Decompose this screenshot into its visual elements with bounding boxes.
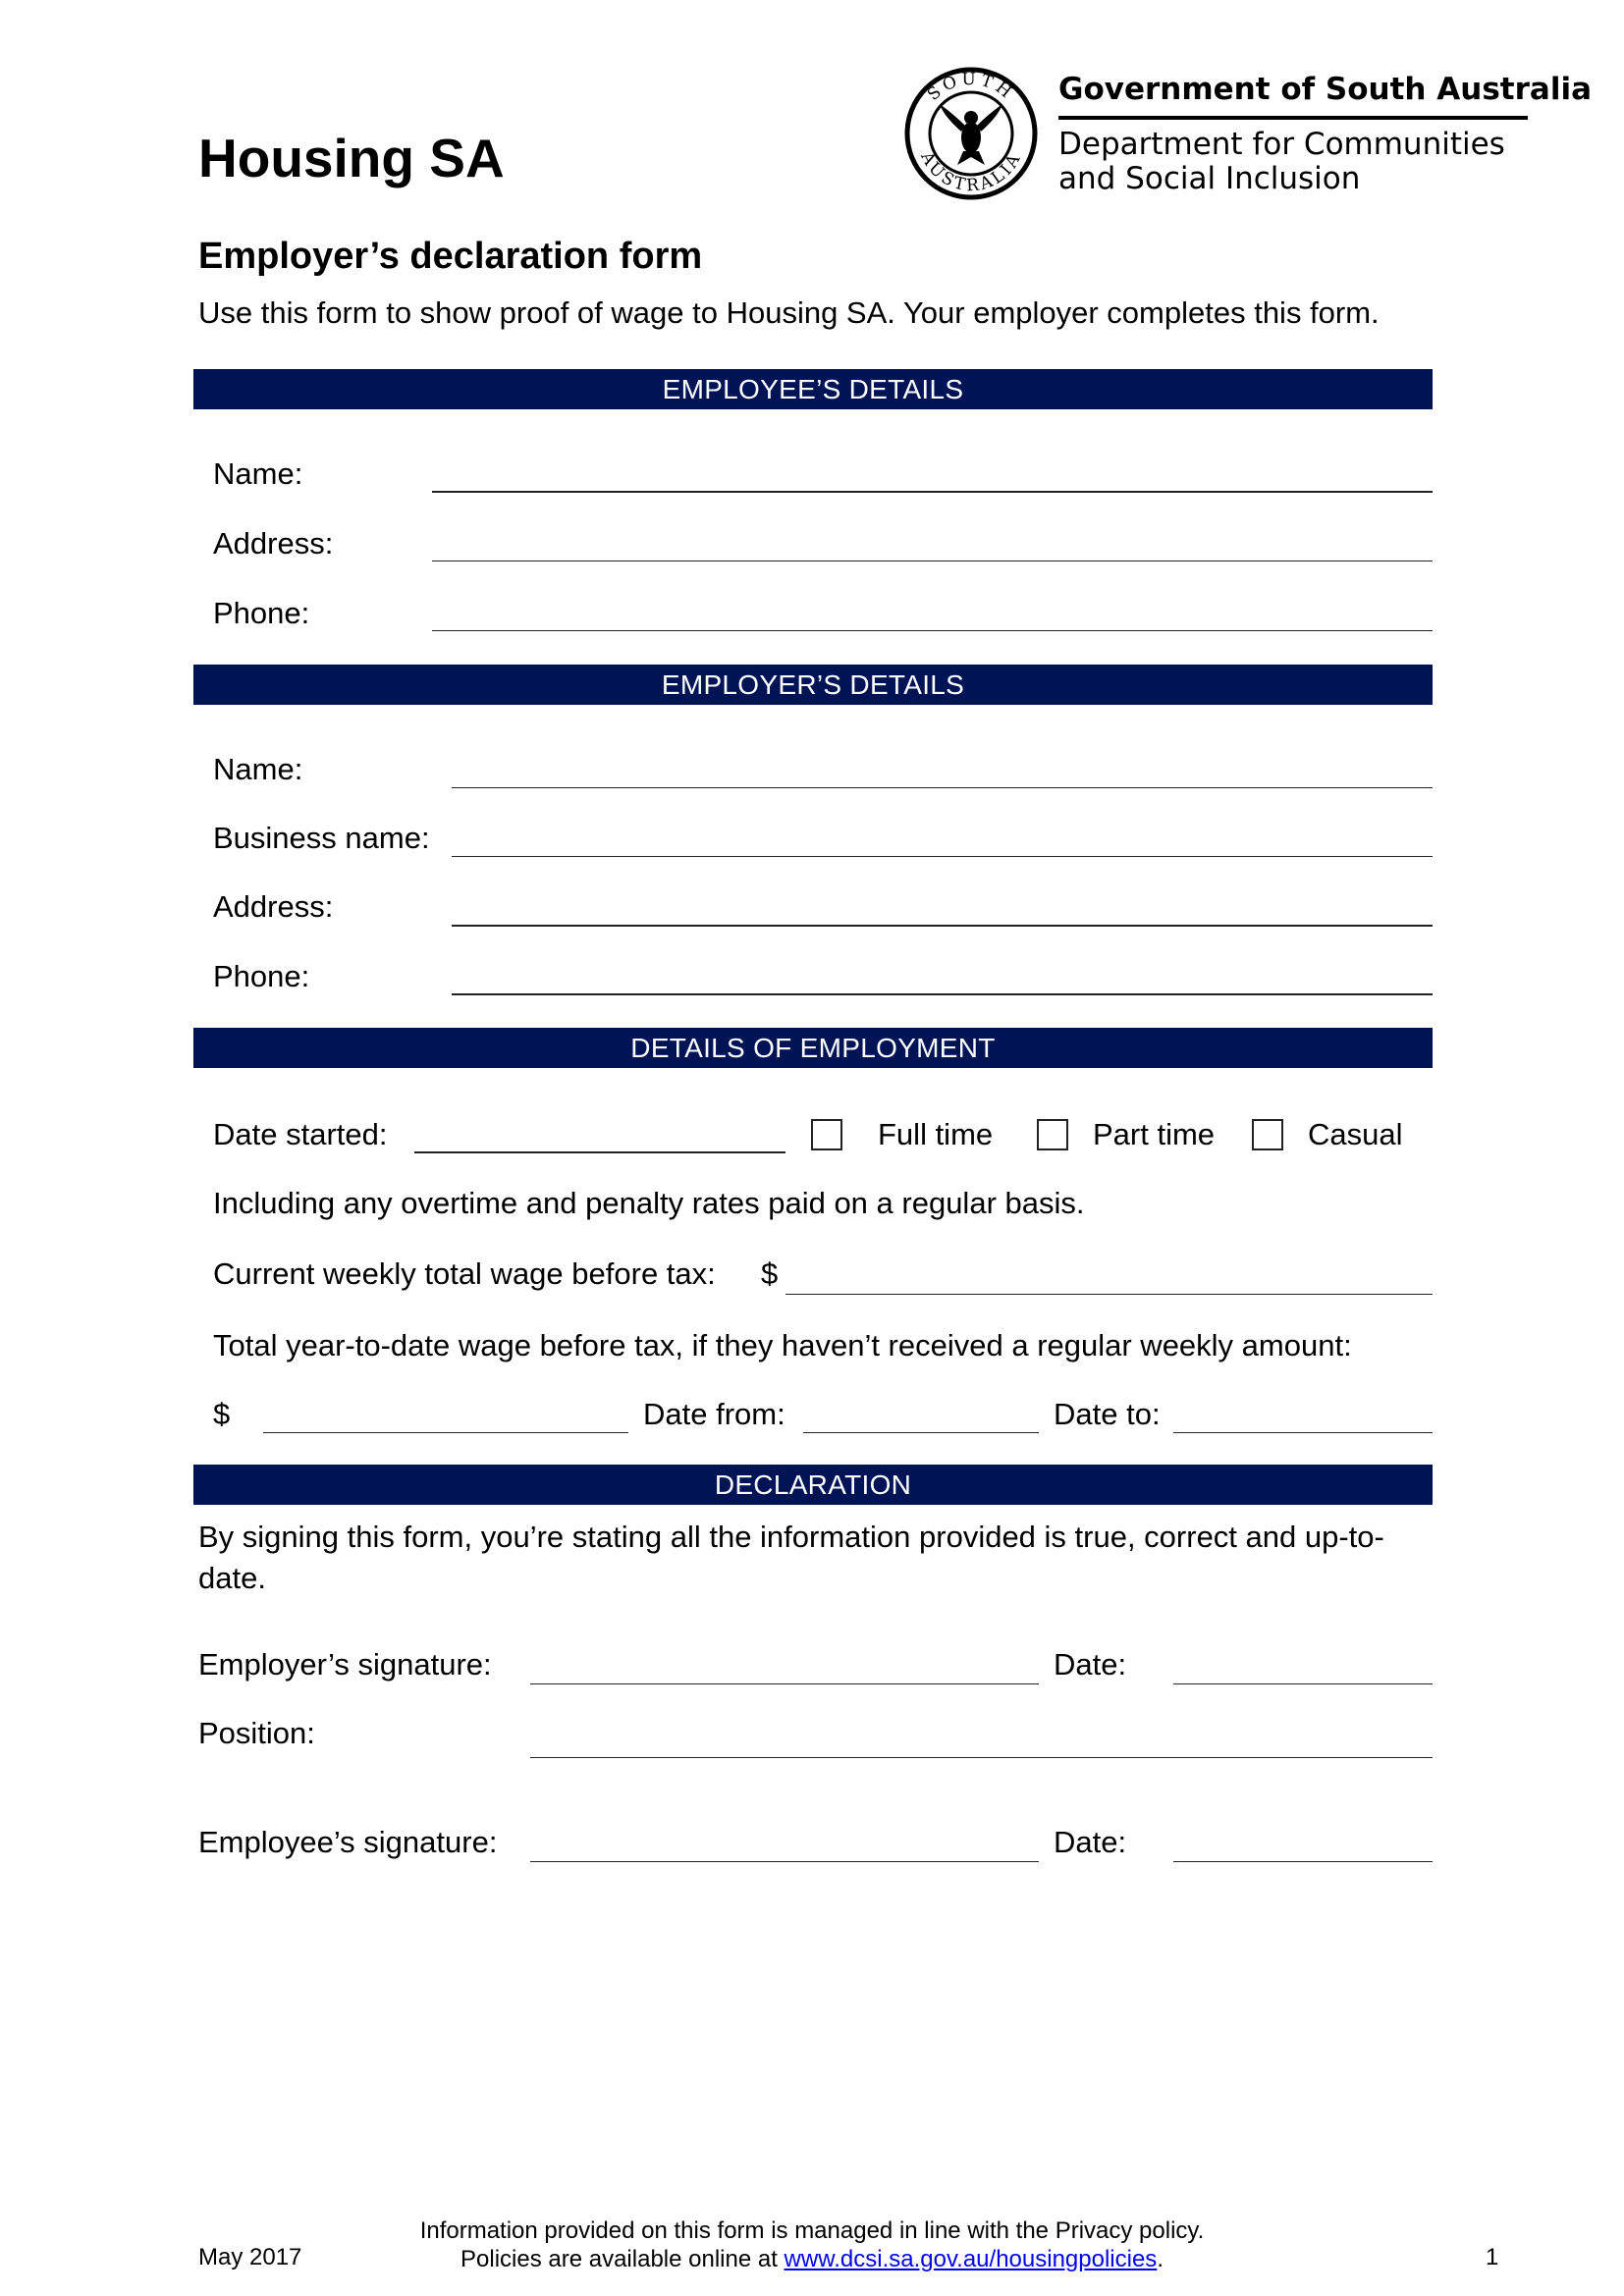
employer-name-label: Name: [213,752,303,786]
seal-text-top: SOUTH [923,69,1018,105]
employer-signature-date-field[interactable] [1173,1683,1433,1684]
employer-details-heading: EMPLOYER’S DETAILS [193,665,1433,705]
employer-address-field[interactable] [452,925,1433,927]
full-time-checkbox[interactable] [811,1119,842,1150]
employee-phone-field[interactable] [432,630,1433,631]
overtime-note: Including any overtime and penalty rates paid on a regular basis. [213,1186,1085,1220]
employer-phone-field[interactable] [452,993,1433,995]
weekly-wage-field[interactable] [785,1294,1433,1295]
declaration-text-line-1: By signing this form, you’re stating all the information provided is true, correct and up-to- [198,1520,1384,1554]
employment-details-heading: DETAILS OF EMPLOYMENT [193,1028,1433,1068]
employee-signature-date-label: Date: [1054,1825,1127,1859]
department-line-2: and Social Inclusion [1058,161,1361,196]
policies-link[interactable]: www.dcsi.sa.gov.au/housingpolicies [784,2246,1158,2272]
employee-signature-date-field[interactable] [1173,1861,1433,1862]
svg-text:SOUTH [924,70,1018,105]
employee-signature-label: Employee’s signature: [198,1825,498,1859]
form-intro: Use this form to show proof of wage to Housing SA. Your employer completes this form. [198,295,1380,330]
footer-center [321,2216,1303,2273]
employer-name-field[interactable] [452,787,1433,788]
footer-privacy-line: Information provided on this form is managed in line with the Privacy policy. [419,2217,1205,2244]
footer-policies-suffix: . [1157,2246,1164,2272]
part-time-checkbox[interactable] [1037,1119,1068,1150]
employer-signature-date-label: Date: [1054,1647,1127,1682]
casual-label: Casual [1308,1117,1403,1151]
employee-address-label: Address: [213,526,334,561]
part-time-label: Part time [1093,1117,1216,1151]
employee-name-field[interactable] [432,491,1433,493]
employer-signature-field[interactable] [530,1683,1039,1684]
page-number: 1 [1486,2244,1499,2270]
ytd-wage-field[interactable] [263,1432,628,1433]
date-started-field[interactable] [414,1151,785,1153]
full-time-label: Full time [878,1117,994,1151]
agency-title: Housing SA [198,128,505,188]
employee-signature-field[interactable] [530,1861,1039,1862]
weekly-wage-currency: $ [761,1256,779,1291]
date-started-label: Date started: [213,1117,388,1151]
position-label: Position: [198,1716,315,1750]
declaration-heading: DECLARATION [193,1465,1433,1505]
employer-address-label: Address: [213,889,334,924]
south-australia-seal-icon [904,67,1038,200]
employee-details-heading: EMPLOYEE’S DETAILS [193,369,1433,409]
header-rule [1058,116,1528,120]
employer-phone-label: Phone: [213,959,310,993]
ytd-wage-currency: $ [213,1397,231,1431]
declaration-text-line-2: date. [198,1561,266,1595]
date-to-label: Date to: [1054,1397,1161,1431]
department-line-1: Department for Communities [1058,127,1505,162]
date-from-label: Date from: [643,1397,785,1431]
position-field[interactable] [530,1757,1433,1758]
employee-phone-label: Phone: [213,596,310,630]
weekly-wage-label: Current weekly total wage before tax: [213,1256,716,1291]
employer-signature-label: Employer’s signature: [198,1647,492,1682]
footer-date: May 2017 [198,2244,302,2270]
employer-business-label: Business name: [213,821,430,855]
government-name: Government of South Australia [1058,72,1592,107]
date-from-field[interactable] [803,1432,1039,1433]
casual-checkbox[interactable] [1252,1119,1283,1150]
ytd-wage-label: Total year-to-date wage before tax, if they haven’t received a regular weekly amount: [213,1328,1352,1362]
footer-policies-prefix: Policies are available online at [460,2246,785,2272]
employer-business-field[interactable] [452,856,1433,857]
form-title: Employer’s declaration form [198,236,703,277]
date-to-field[interactable] [1173,1432,1433,1433]
employee-name-label: Name: [213,456,303,491]
seal-text-bottom: AUSTRALIA [916,148,1026,196]
footer-policies-line [321,2245,1303,2273]
